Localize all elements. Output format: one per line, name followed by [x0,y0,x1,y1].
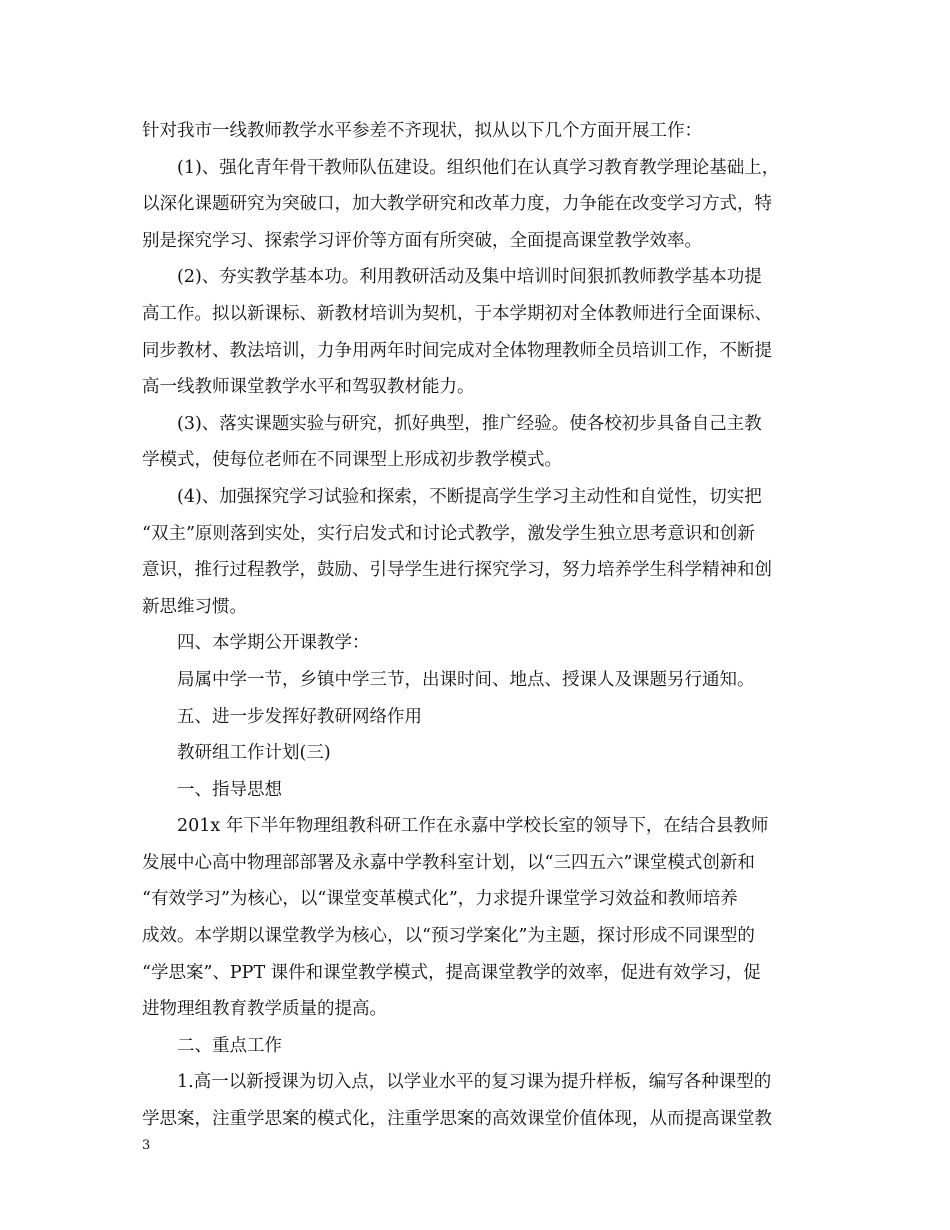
plan-title: 教研组工作计划(三) [177,743,331,764]
text-line-8: 高一线教师课堂教学水平和驾驭教材能力。 [142,377,475,398]
text-line-13: 意识，推行过程教学，鼓励、引导学生进行探究学习，努力培养学生科学精神和创 [142,560,772,581]
text-line-22: “有效学习”为核心，以“课堂变革模式化”，力求提升课堂学习效益和教师培养 [142,889,738,910]
text-line-1: 针对我市一线教师教学水平参差不齐现状，拟从以下几个方面开展工作： [142,121,702,141]
text-line-7: 同步教材、教法培训，力争用两年时间完成对全体物理教师全员培训工作，不断提 [142,340,772,361]
text-line-12: “双主”原则落到实处，实行启发式和讨论式教学，激发学生独立思考意识和创新 [142,523,755,544]
text-line-27: 1.高一以新授课为切入点，以学业水平的复习课为提升样板，编写各种课型的 [177,1072,772,1093]
text-line-25: 进物理组教育教学质量的提高。 [142,999,387,1020]
text-line-6: 高工作。拟以新课标、新教材培训为契机，于本学期初对全体教师进行全面课标、 [142,303,772,324]
body-text [142,113,822,1138]
text-line-2: (1)、强化青年骨干教师队伍建设。组织他们在认真学习教育教学理论基础上， [177,157,780,178]
text-line-20: 201x 年下半年物理组教科研工作在永嘉中学校长室的领导下，在结合县教师 [177,816,769,837]
text-line-24: “学思案”、PPT 课件和课堂教学模式，提高课堂教学的效率，促进有效学习，促 [142,962,761,983]
text-line-11: (4)、加强探究学习试验和探索，不断提高学生学习主动性和自觉性，切实把 [177,486,762,507]
section-heading-5: 五、进一步发挥好教研网络作用 [177,706,422,727]
text-line-14: 新思维习惯。 [142,596,247,617]
text-line-10: 学模式，使每位老师在不同课型上形成初步教学模式。 [142,450,562,471]
text-line-21: 发展中心高中物理部部署及永嘉中学教科室计划，以“三四五六”课堂模式创新和 [142,852,755,873]
text-line-28: 学思案，注重学思案的模式化，注重学思案的高效课堂价值体现，从而提高课堂教 [142,1109,772,1130]
text-line-16: 局属中学一节，乡镇中学三节，出课时间、地点、授课人及课题另行通知。 [177,669,755,690]
text-line-3: 以深化课题研究为突破口，加大教学研究和改革力度，力争能在改变学习方式，特 [142,194,772,215]
page-number: 3 [142,1138,151,1153]
text-line-23: 成效。本学期以课堂教学为核心，以“预习学案化”为主题，探讨形成不同课型的 [142,926,755,947]
section-heading-2: 二、重点工作 [177,1035,282,1056]
section-heading-4: 四、本学期公开课教学： [177,633,370,654]
text-line-5: (2)、夯实教学基本功。利用教研活动及集中培训时间狠抓教师教学基本功提 [177,267,762,288]
section-heading-1: 一、指导思想 [177,779,282,800]
text-line-9: (3)、落实课题实验与研究，抓好典型，推广经验。使各校初步具备自己主教 [177,413,762,434]
text-line-4: 别是探究学习、探索学习评价等方面有所突破，全面提高课堂教学效率。 [142,230,702,251]
